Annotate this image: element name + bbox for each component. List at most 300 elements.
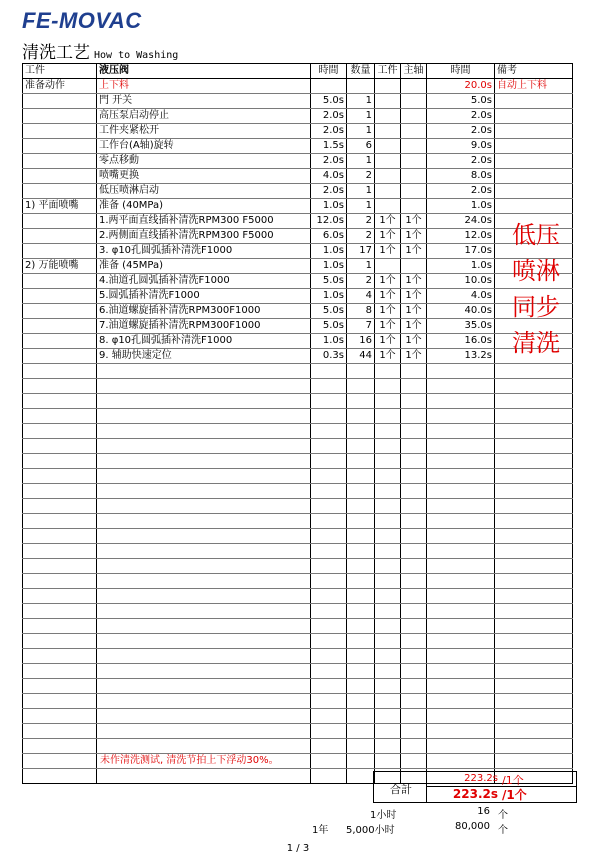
table-cell: 准备动作 [23, 79, 97, 94]
table-row [23, 484, 573, 499]
table-cell [23, 439, 97, 454]
table-cell: 4.0s [311, 169, 347, 184]
table-cell [23, 544, 97, 559]
table-cell [347, 679, 375, 694]
table-cell [427, 394, 495, 409]
table-row [23, 664, 573, 679]
table-cell [401, 604, 427, 619]
table-cell [311, 394, 347, 409]
table-cell [401, 199, 427, 214]
table-cell [495, 124, 573, 139]
table-cell: 1个 [375, 319, 401, 334]
table-cell: 1.0s [427, 259, 495, 274]
table-cell [97, 589, 311, 604]
table-cell: 5.0s [427, 94, 495, 109]
table-cell [347, 79, 375, 94]
table-cell [311, 739, 347, 754]
table-cell [401, 514, 427, 529]
process-table [22, 63, 573, 784]
summary-unit: /1个 [502, 774, 524, 787]
table-cell [495, 634, 573, 649]
table-cell [375, 589, 401, 604]
table-cell [311, 409, 347, 424]
table-cell: 1 [347, 199, 375, 214]
table-cell [495, 394, 573, 409]
table-cell [495, 739, 573, 754]
table-cell [311, 619, 347, 634]
table-cell [311, 649, 347, 664]
table-cell [97, 514, 311, 529]
table-cell [23, 349, 97, 364]
table-cell [347, 604, 375, 619]
table-cell [97, 574, 311, 589]
table-cell: 5.0s [311, 304, 347, 319]
table-cell: 1 [347, 94, 375, 109]
table-cell [97, 424, 311, 439]
table-cell: 1 [347, 184, 375, 199]
table-cell [375, 694, 401, 709]
table-cell: 喷嘴更换 [97, 169, 311, 184]
summary-total-bold: 223.2s [452, 787, 498, 801]
table-cell [401, 634, 427, 649]
table-cell [23, 109, 97, 124]
table-cell [311, 574, 347, 589]
table-cell [97, 619, 311, 634]
table-cell [375, 574, 401, 589]
table-cell [97, 769, 311, 784]
table-cell [23, 589, 97, 604]
table-cell: 1个 [401, 319, 427, 334]
table-cell [375, 484, 401, 499]
table-cell [401, 94, 427, 109]
table-cell: 24.0s [427, 214, 495, 229]
table-cell: 低压喷淋启动 [97, 184, 311, 199]
table-cell: 1个 [375, 244, 401, 259]
table-cell [401, 739, 427, 754]
table-cell: 自动上下料 [495, 79, 573, 94]
page-title [22, 38, 178, 63]
table-cell: 2 [347, 214, 375, 229]
table-cell [311, 79, 347, 94]
table-cell: 1个 [375, 334, 401, 349]
table-cell [401, 124, 427, 139]
page-number: 1 / 3 [286, 843, 310, 854]
table-cell [311, 514, 347, 529]
table-cell [23, 724, 97, 739]
table-cell: 1.0s [311, 259, 347, 274]
table-cell: 2.0s [427, 109, 495, 124]
table-cell: 准备 (45MPa) [97, 259, 311, 274]
table-row [23, 289, 573, 304]
table-cell [427, 559, 495, 574]
header-cell: 主轴 [401, 64, 427, 79]
table-cell [427, 484, 495, 499]
table-row [23, 559, 573, 574]
table-cell [23, 619, 97, 634]
table-cell [427, 544, 495, 559]
table-row [23, 679, 573, 694]
table-cell: 1 [347, 109, 375, 124]
summary-unit-bold: /1个 [502, 788, 527, 802]
table-cell [495, 139, 573, 154]
table-cell [375, 529, 401, 544]
side-line: 清洗 [512, 329, 560, 357]
table-cell [401, 574, 427, 589]
table-cell [23, 334, 97, 349]
table-row [23, 454, 573, 469]
table-cell: 2 [347, 229, 375, 244]
table-cell [311, 589, 347, 604]
table-cell: 1.两平面直线插补清洗RPM300 F5000 [97, 214, 311, 229]
table-cell: 零点移動 [97, 154, 311, 169]
table-cell: 2 [347, 274, 375, 289]
table-cell [347, 544, 375, 559]
table-header-row [23, 64, 573, 79]
table-cell: 5.圆弧插补清洗F1000 [97, 289, 311, 304]
table-cell [23, 379, 97, 394]
table-cell [495, 409, 573, 424]
table-cell: 8 [347, 304, 375, 319]
summary-box [373, 771, 577, 803]
table-cell [401, 259, 427, 274]
table-row [23, 184, 573, 199]
table-cell [375, 79, 401, 94]
table-cell [495, 559, 573, 574]
table-cell: 2.0s [427, 184, 495, 199]
table-row [23, 424, 573, 439]
table-cell [375, 664, 401, 679]
table-cell [375, 439, 401, 454]
table-cell [495, 664, 573, 679]
table-row [23, 319, 573, 334]
table-cell [401, 109, 427, 124]
table-cell: 2.0s [311, 154, 347, 169]
table-cell: 0.3s [311, 349, 347, 364]
table-cell: 1.0s [311, 334, 347, 349]
table-cell [23, 244, 97, 259]
table-cell [347, 769, 375, 784]
table-cell [401, 469, 427, 484]
table-cell [347, 529, 375, 544]
table-cell [347, 514, 375, 529]
table-cell [97, 469, 311, 484]
table-cell [375, 454, 401, 469]
table-cell: 4.油道孔圆弧插补清洗F1000 [97, 274, 311, 289]
table-cell [427, 409, 495, 424]
table-cell [97, 604, 311, 619]
table-cell: 1个 [375, 214, 401, 229]
table-cell [375, 394, 401, 409]
table-cell [427, 499, 495, 514]
table-row [23, 199, 573, 214]
table-cell [23, 184, 97, 199]
table-cell [495, 109, 573, 124]
table-cell [375, 604, 401, 619]
table-cell: 1个 [401, 229, 427, 244]
table-cell [375, 754, 401, 769]
table-row [23, 544, 573, 559]
hour-unit: 个 [498, 810, 508, 821]
table-cell [311, 769, 347, 784]
table-cell: 4 [347, 289, 375, 304]
table-row [23, 634, 573, 649]
table-cell [427, 649, 495, 664]
table-cell: 20.0s [427, 79, 495, 94]
table-cell [97, 649, 311, 664]
table-cell [427, 379, 495, 394]
table-cell [495, 694, 573, 709]
table-cell [401, 754, 427, 769]
table-cell: 2.0s [427, 124, 495, 139]
table-cell [401, 184, 427, 199]
table-cell [401, 649, 427, 664]
header-cell: 液压阀 [97, 64, 311, 79]
table-cell [23, 739, 97, 754]
table-cell: 17.0s [427, 244, 495, 259]
table-cell [23, 454, 97, 469]
header-cell: 数量 [347, 64, 375, 79]
table-cell: 高压泵启动停止 [97, 109, 311, 124]
table-cell [401, 724, 427, 739]
table-row [23, 79, 573, 94]
table-cell [23, 694, 97, 709]
table-cell [401, 589, 427, 604]
table-cell [23, 514, 97, 529]
table-cell: 1.5s [311, 139, 347, 154]
table-cell [495, 574, 573, 589]
table-cell [427, 754, 495, 769]
table-cell [375, 379, 401, 394]
table-cell [23, 94, 97, 109]
side-line: 同步 [512, 293, 560, 321]
table-row [23, 409, 573, 424]
table-cell: 1个 [375, 274, 401, 289]
table-cell [23, 634, 97, 649]
table-cell: 1 [347, 154, 375, 169]
table-cell: 1.0s [427, 199, 495, 214]
table-cell [495, 499, 573, 514]
table-cell [347, 634, 375, 649]
table-cell [495, 724, 573, 739]
table-cell: 1.0s [311, 244, 347, 259]
table-cell [495, 589, 573, 604]
table-cell [375, 649, 401, 664]
table-row [23, 364, 573, 379]
table-cell [23, 604, 97, 619]
table-cell: 2.0s [311, 124, 347, 139]
table-cell [495, 184, 573, 199]
table-cell [427, 439, 495, 454]
table-cell [347, 424, 375, 439]
table-cell [401, 559, 427, 574]
table-cell: 工件夹紧松开 [97, 124, 311, 139]
table-cell: 1个 [401, 304, 427, 319]
table-cell [375, 634, 401, 649]
table-cell [375, 169, 401, 184]
table-cell [401, 529, 427, 544]
table-cell [347, 454, 375, 469]
table-cell [347, 649, 375, 664]
table-cell [347, 364, 375, 379]
table-cell [23, 754, 97, 769]
table-cell [347, 709, 375, 724]
table-cell [347, 739, 375, 754]
header-cell: 工件 [375, 64, 401, 79]
table-cell [401, 364, 427, 379]
table-cell [375, 469, 401, 484]
table-cell [401, 394, 427, 409]
table-cell [401, 544, 427, 559]
table-cell [427, 589, 495, 604]
table-row [23, 274, 573, 289]
table-cell: 1个 [375, 289, 401, 304]
table-cell [375, 424, 401, 439]
year-label: 1年 [312, 825, 329, 836]
table-row [23, 109, 573, 124]
table-cell [311, 469, 347, 484]
table-cell [311, 559, 347, 574]
table-cell: 1) 平面喷嘴 [23, 199, 97, 214]
table-cell: 7.油道螺旋插补清洗RPM300F1000 [97, 319, 311, 334]
table-cell [97, 529, 311, 544]
table-cell [311, 529, 347, 544]
table-cell [97, 394, 311, 409]
table-cell [23, 559, 97, 574]
table-cell: 2.0s [427, 154, 495, 169]
table-cell [347, 499, 375, 514]
table-cell [311, 379, 347, 394]
table-cell [23, 319, 97, 334]
table-cell [97, 454, 311, 469]
table-cell [495, 94, 573, 109]
table-cell: 1 [347, 259, 375, 274]
table-cell [401, 454, 427, 469]
title-cn: 清洗工艺 [22, 43, 90, 63]
table-cell [495, 679, 573, 694]
table-cell [311, 724, 347, 739]
table-cell [495, 169, 573, 184]
table-cell [97, 409, 311, 424]
table-cell [401, 484, 427, 499]
table-row [23, 724, 573, 739]
table-row [23, 244, 573, 259]
table-cell [375, 619, 401, 634]
title-en: How to Washing [94, 50, 179, 61]
test-note: 未作清洗测试, 清洗节拍上下浮动30%。 [100, 755, 279, 766]
table-cell [495, 604, 573, 619]
table-cell [23, 274, 97, 289]
table-row [23, 439, 573, 454]
table-cell [311, 679, 347, 694]
table-cell [23, 139, 97, 154]
table-cell [311, 484, 347, 499]
table-cell [495, 544, 573, 559]
table-cell: 1个 [401, 274, 427, 289]
table-cell [347, 394, 375, 409]
table-row [23, 169, 573, 184]
table-cell [311, 439, 347, 454]
side-annotation [504, 217, 568, 361]
summary-label: 合計 [390, 783, 412, 796]
table-cell [401, 439, 427, 454]
table-cell [495, 364, 573, 379]
table-cell [427, 724, 495, 739]
table-cell [375, 184, 401, 199]
table-row [23, 589, 573, 604]
table-row [23, 124, 573, 139]
table-cell [375, 139, 401, 154]
table-cell [311, 424, 347, 439]
table-cell [427, 679, 495, 694]
table-cell [495, 199, 573, 214]
table-cell: 16.0s [427, 334, 495, 349]
table-cell [97, 379, 311, 394]
table-cell [347, 664, 375, 679]
hour-label: 1小时 [370, 810, 397, 821]
year-value: 80,000 [455, 821, 490, 832]
table-cell [427, 619, 495, 634]
table-cell [375, 739, 401, 754]
table-cell: 1个 [375, 304, 401, 319]
table-cell [23, 229, 97, 244]
table-row [23, 649, 573, 664]
table-cell: 6.油道螺旋插补清洗RPM300F1000 [97, 304, 311, 319]
year-hours: 5,000小时 [346, 825, 395, 836]
table-cell: 2 [347, 169, 375, 184]
table-cell [97, 364, 311, 379]
table-cell: 9. 辅助快速定位 [97, 349, 311, 364]
table-cell [495, 154, 573, 169]
table-cell [97, 724, 311, 739]
table-cell [495, 529, 573, 544]
table-cell: 1个 [401, 349, 427, 364]
table-row [23, 214, 573, 229]
table-cell [347, 619, 375, 634]
table-cell [495, 484, 573, 499]
table-cell: 1 [347, 124, 375, 139]
table-cell [347, 589, 375, 604]
table-cell: 3. φ10孔圆弧插补清洗F1000 [97, 244, 311, 259]
table-cell [23, 709, 97, 724]
table-cell: 1个 [401, 214, 427, 229]
table-cell [23, 499, 97, 514]
table-cell [23, 364, 97, 379]
table-cell [401, 664, 427, 679]
table-row [23, 619, 573, 634]
table-cell: 准备 (40MPa) [97, 199, 311, 214]
table-cell [347, 484, 375, 499]
table-cell [427, 604, 495, 619]
table-cell [375, 709, 401, 724]
table-cell [375, 199, 401, 214]
table-cell: 1个 [401, 334, 427, 349]
table-cell [495, 379, 573, 394]
table-cell [375, 514, 401, 529]
table-cell [23, 484, 97, 499]
table-cell [347, 409, 375, 424]
table-cell: 5.0s [311, 94, 347, 109]
table-cell: 2.两侧面直线插补清洗RPM300 F5000 [97, 229, 311, 244]
table-row [23, 694, 573, 709]
table-cell [23, 214, 97, 229]
table-row [23, 604, 573, 619]
table-cell: 1个 [375, 229, 401, 244]
table-cell [401, 154, 427, 169]
table-cell: 16 [347, 334, 375, 349]
table-cell [427, 529, 495, 544]
year-unit: 个 [498, 825, 508, 836]
table-cell [311, 694, 347, 709]
